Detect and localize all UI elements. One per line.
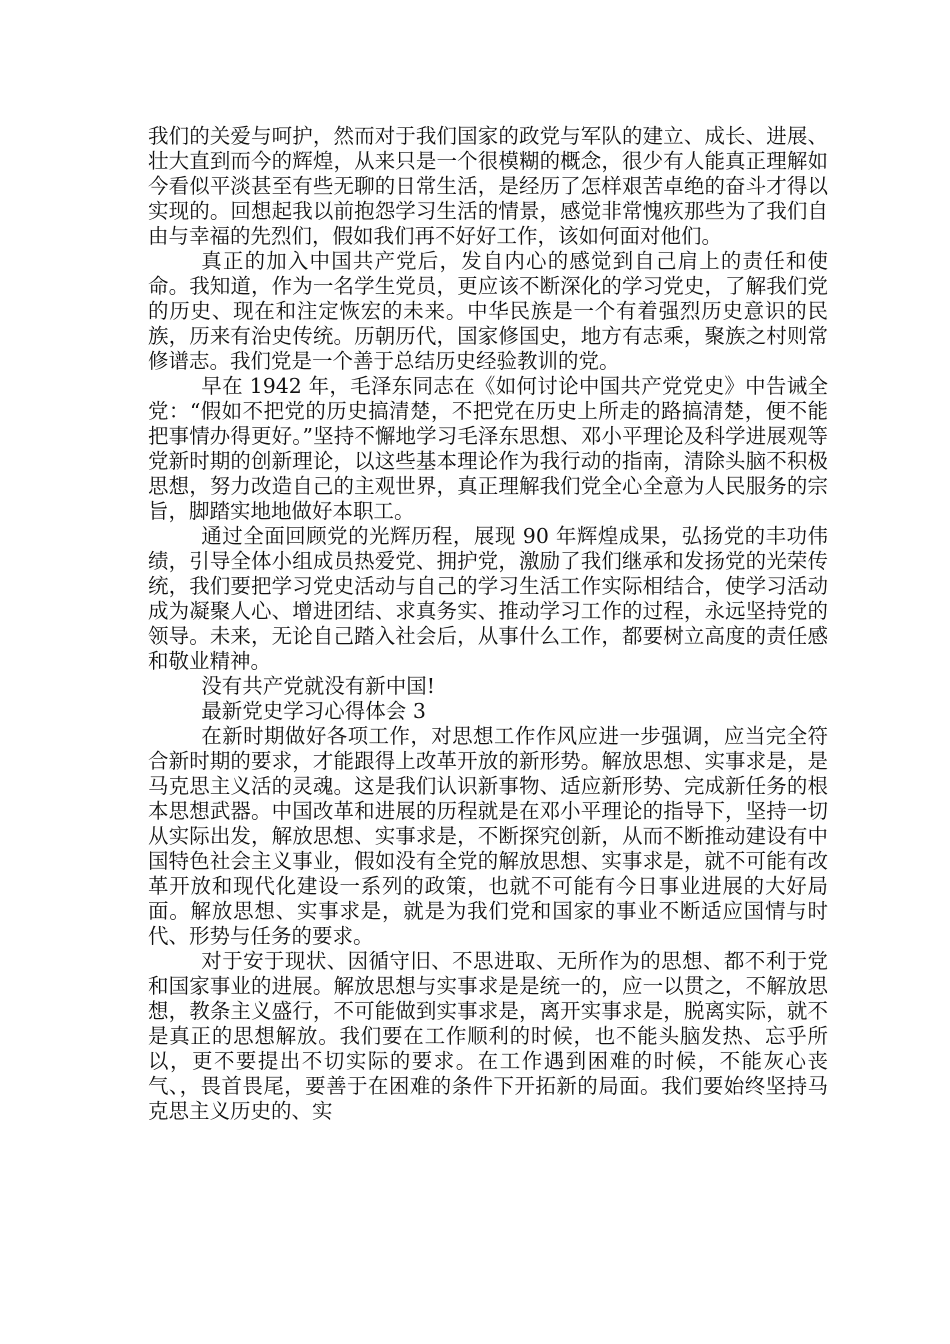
- paragraph-joining-party: 真正的加入中国共产党后，发自内心的感觉到自己肩上的责任和使命。我知道，作为一名学生党员，更应该不断深化的学习党史，了解我们党的历史、现在和注定恢宏的未来。中华民族是一个有着强烈历史意识的民族，历来有治史传统。历朝历代，国家修国史，地方有志乘，聚族之村则常修谱志。我们党是一个善于总结历史经验教训的党。: [148, 249, 828, 373]
- section-heading: 最新党史学习心得体会 3: [201, 699, 426, 723]
- paragraph-new-era: 在新时期做好各项工作，对思想工作作风应进一步强调，应当完全符合新时期的要求，才能跟得上改革开放的新形势。解放思想、实事求是，是马克思主义活的灵魂。这是我们认识新事物、适应新形势、完成新任务的根本思想武器。中国改革和进展的历程就是在邓小平理论的指导下，坚持一切从实际出发，解放思想、实事求是，不断探究创新，从而不断推动建设有中国特色社会主义事业，假如没有全党的解放思想、实事求是，就不可能有改革开放和现代化建设一系列的政策，也就不可能有今日事业进展的大好局面。解放思想、实事求是，就是为我们党和国家的事业不断适应国情与时代、形势与任务的要求。: [148, 724, 828, 948]
- paragraph-mao-1942: 早在 1942 年，毛泽东同志在《如何讨论中国共产党党史》中告诫全党：“假如不把党的历史搞清楚，不把党在历史上所走的路搞清楚，便不能把事情办得更好。”坚持不懈地学习毛泽东思想、邓小平理论及科学进展观等党新时期的创新理论，以这些基本理论作为我行动的指南，清除头脑不积极思想，努力改造自己的主观世界，真正理解我们党全心全意为人民服务的宗旨，脚踏实地地做好本职工。: [148, 374, 828, 523]
- document-body: [148, 124, 828, 1124]
- paragraph-slogan: 没有共产党就没有新中国!: [201, 674, 436, 698]
- paragraph-continuation: 我们的关爱与呵护，然而对于我们国家的政党与军队的建立、成长、进展、壮大直到而今的辉煌，从来只是一个很模糊的概念，很少有人能真正理解如今看似平淡甚至有些无聊的日常生活，是经历了怎样艰苦卓绝的奋斗才得以实现的。回想起我以前抱怨学习生活的情景，感觉非常愧疚那些为了我们自由与幸福的先烈们，假如我们再不好好工作，该如何面对他们。: [148, 124, 828, 248]
- paragraph-90-years: 通过全面回顾党的光辉历程，展现 90 年辉煌成果，弘扬党的丰功伟绩，引导全体小组成员热爱党、拥护党，激励了我们继承和发扬党的光荣传统，我们要把学习党史活动与自己的学习生活工作实际相结合，使学习活动成为凝聚人心、增进团结、求真务实、推动学习工作的过程，永远坚持党的领导。未来，无论自己踏入社会后，从事什么工作，都要树立高度的责任感和敬业精神。: [148, 524, 828, 673]
- paragraph-emancipation: 对于安于现状、因循守旧、不思进取、无所作为的思想、都不利于党和国家事业的进展。解放思想与实事求是是统一的，应一以贯之，不解放思想，教条主义盛行，不可能做到实事求是，离开实事求是，脱离实际，就不是真正的思想解放。我们要在工作顺利的时候，也不能头脑发热、忘乎所以，更不要提出不切实际的要求。在工作遇到困难的时候，不能灰心丧气、，畏首畏尾，要善于在困难的条件下开拓新的局面。我们要始终坚持马克思主义历史的、实: [148, 949, 828, 1123]
